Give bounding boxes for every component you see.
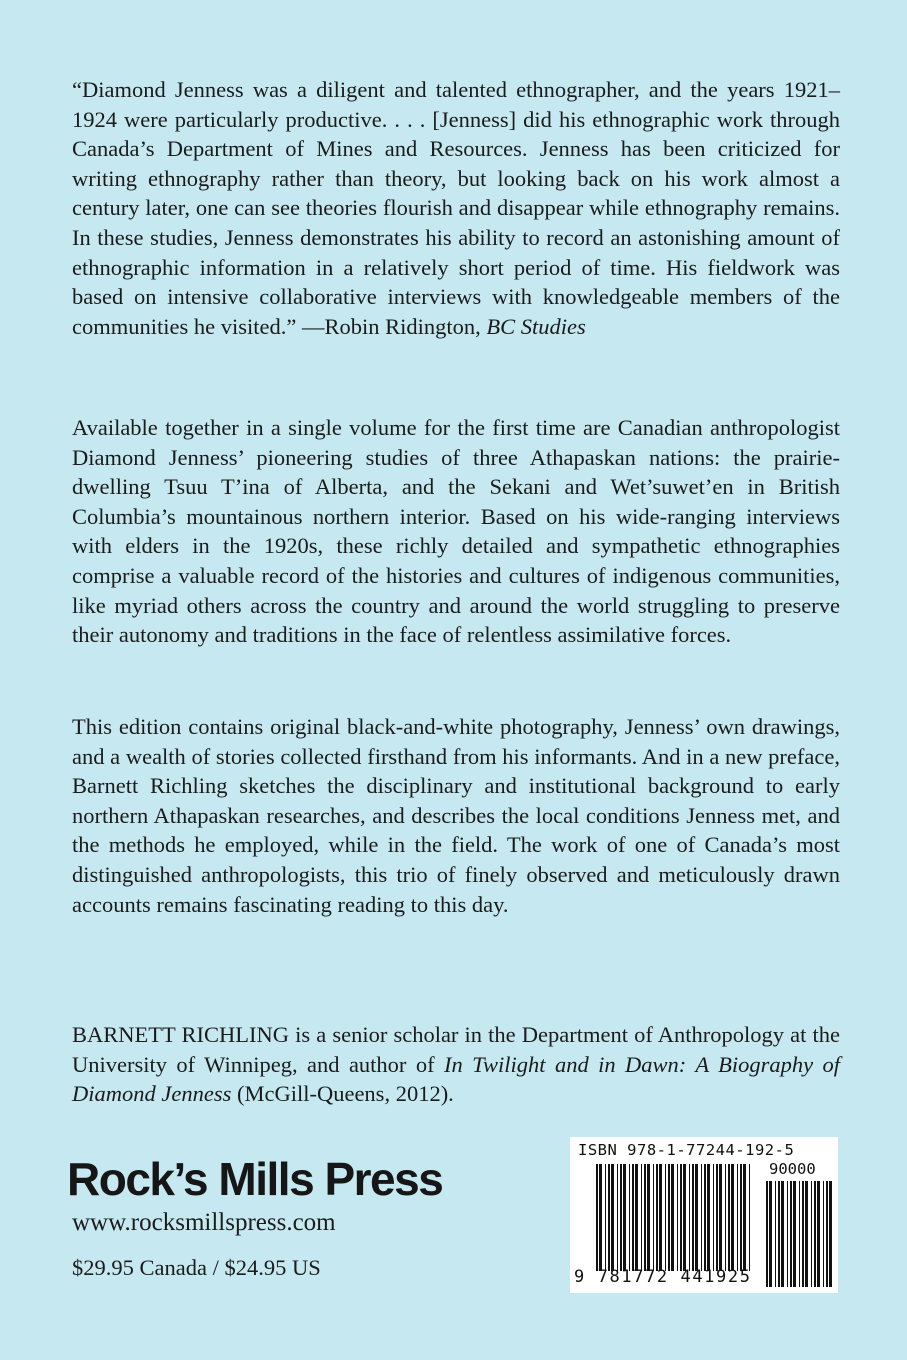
barcode-bar [632,1164,634,1271]
barcode-bar [641,1164,642,1271]
barcode-bar [617,1164,618,1271]
quote-source: BC Studies [486,313,586,339]
barcode-bar [707,1164,710,1271]
barcode-bar [731,1164,734,1271]
publisher-url[interactable]: www.rocksmillspress.com [72,1209,336,1236]
barcode-bar [623,1164,626,1271]
barcode-bar [805,1181,808,1287]
barcode-bar [799,1181,800,1287]
isbn-label: ISBN 978-1-77244-192-5 [578,1141,795,1159]
barcode-bar [659,1164,662,1271]
barcode-bar [620,1164,622,1271]
barcode-bar [778,1181,780,1287]
barcode-bar [671,1164,674,1271]
barcode-bar [749,1164,750,1271]
barcode-bar [665,1164,666,1271]
barcode-bar [596,1164,598,1271]
barcode-bar [680,1164,682,1271]
barcode-bar [781,1181,784,1287]
author-book-title: In Twilight and in Dawn: A Biography of Diamond Jenness [72,1051,840,1107]
price: $29.95 Canada / $24.95 US [72,1255,321,1280]
barcode-bar [811,1181,812,1287]
barcode-bar [793,1181,796,1287]
barcode-bar [692,1164,694,1271]
barcode-bar [829,1181,832,1287]
barcode-bar [656,1164,658,1271]
author-bio [72,1020,840,1109]
barcode-bar [605,1164,606,1271]
barcode-bar [790,1181,792,1287]
book-description: Available together in a single volume for the first time are Canadian anthropologist Diamond Jenness’ pioneering studies of three Athapaskan nations: the prairie-dwelling Tsuu T’ina of Alberta, and the Sekani and Wet’suwet’en in British Columbia’s mountainous northern interior. Based on his wide-ranging interviews with elders in the 1920s, these richly detailed and sympathetic ethnographies comprise a valuable record of the histories and cultures of indigenous communities, like myriad others across the country and around the world struggling to preserve their autonomy and traditions in the face of relentless assimilative forces. [72,415,840,648]
barcode-bar [704,1164,706,1271]
author-bio-intro: BARNETT RICHLING is a senior scholar in the Department of Anthropology at the University of Winnipeg, and author of [72,1022,840,1077]
barcode-bar [647,1164,650,1271]
review-quote [72,75,840,341]
barcode-bar [701,1164,702,1271]
barcode-bar [823,1181,824,1287]
barcode-bar [740,1164,742,1271]
quote-text: “Diamond Jenness was a diligent and talented ethnographer, and the years 1921–1924 were particularly productive. . . . [Jenness] did his ethnographic work through Canada’s Department of Mines and Resources. Jenness has been criticized for writing ethnography rather than theory, but looking back on his work almost a century later, one can see theories flourish and disappear while ethnography remains. In these studies, Jenness demonstrates his ability to record an astonishing amount of ethnographic information in a relatively short period of time. His fieldwork was based on intensive collaborative interviews with knowledgeable members of the communities he visited.” [72,77,840,339]
barcode-bar [611,1164,614,1271]
ean-digits: 9 781772 441925 [574,1267,752,1287]
barcode-bar [644,1164,646,1271]
barcode-bar [689,1164,690,1271]
barcode-bar [826,1181,828,1287]
barcode-bar [599,1164,602,1271]
barcode-bar [775,1181,776,1287]
barcode-bar [766,1181,768,1287]
quote-attribution: —Robin Ridington, [296,313,487,339]
author-publisher-note: (McGill-Queens, 2012). [231,1081,454,1107]
barcode-bar [713,1164,714,1271]
barcode-addon-number: 90000 [769,1160,816,1178]
barcode-bar [683,1164,686,1271]
barcode-bar [608,1164,610,1271]
barcode-bar [814,1181,816,1287]
barcode-bar [787,1181,788,1287]
barcode-bar [743,1164,746,1271]
barcode-bar [802,1181,804,1287]
barcode-bar [728,1164,730,1271]
barcode-bar [629,1164,630,1271]
barcode-bar [725,1164,726,1271]
barcode-bar [668,1164,670,1271]
barcode-bar [716,1164,718,1271]
edition-description: This edition contains original black-and-white photography, Jenness’ own drawings, and a wealth of stories collected firsthand from his informants. And in a new preface, Barnett Richling sketches the disciplinary and institutional background to early northern Athapaskan researches, and describes the local conditions Jenness met, and the methods he employed, while in the field. The work of one of Canada’s most distinguished anthropologists, this trio of finely observed and meticulously drawn accounts remains fascinating reading to this day. [72,714,840,917]
barcode-bar [677,1164,678,1271]
barcode-bar [817,1181,820,1287]
isbn-barcode [570,1137,838,1293]
barcode-bar [719,1164,722,1271]
barcode-bar [695,1164,698,1271]
publisher-name: Rock’s Mills Press [67,1153,443,1205]
barcode-bar [653,1164,654,1271]
barcode-bar [635,1164,638,1271]
barcode-bar [769,1181,772,1287]
barcode-bar [737,1164,738,1271]
